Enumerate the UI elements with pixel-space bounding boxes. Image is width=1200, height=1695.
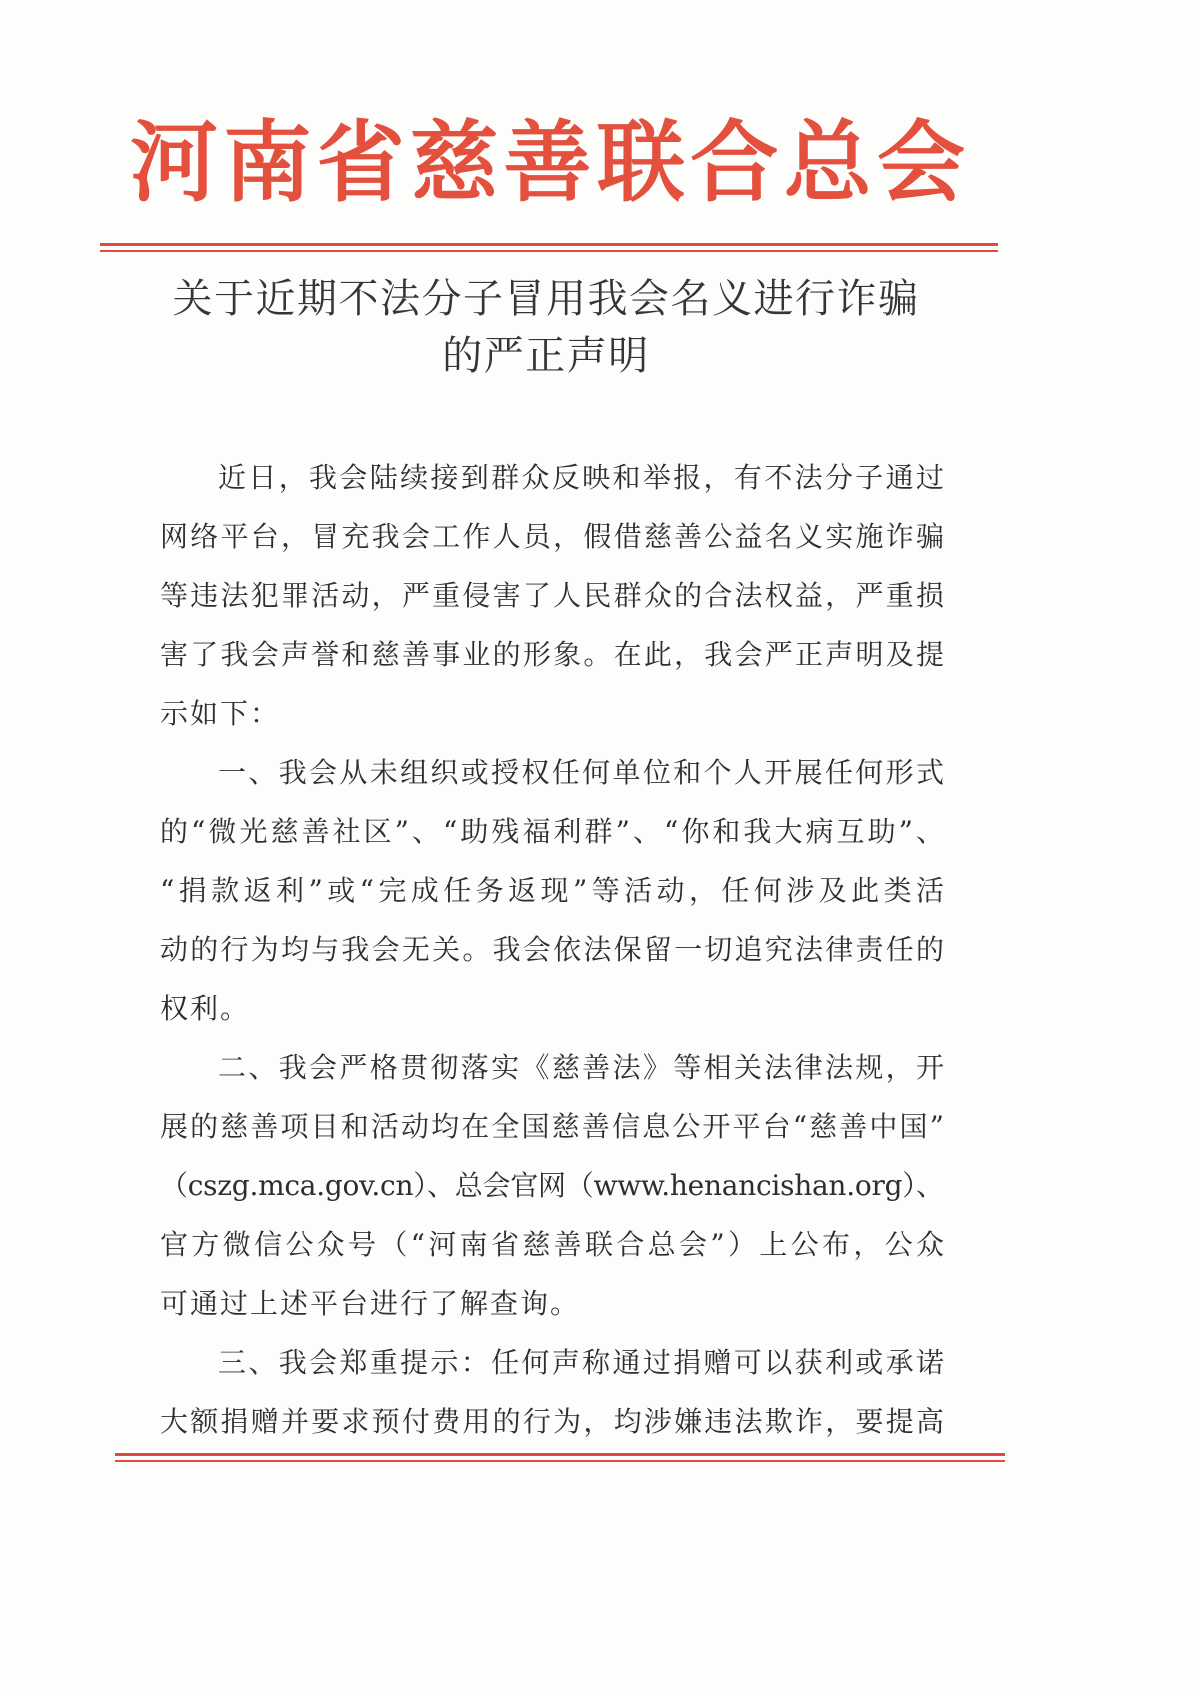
paragraph-1: [160, 448, 947, 743]
body-line: “捐款返利”或“完成任务返现”等活动，任何涉及此类活: [160, 874, 949, 907]
body-line: 官方微信公众号（“河南省慈善联合总会”）上公布，公众: [160, 1228, 948, 1261]
org-header-title: 河南省慈善联合总会: [130, 110, 971, 214]
document-body: [160, 448, 949, 1451]
body-line: 大额捐赠并要求预付费用的行为，均涉嫌违法欺诈，要提高: [160, 1405, 947, 1438]
red-rule-thick: [100, 243, 998, 246]
body-line: 权利。: [160, 992, 251, 1025]
red-rule-thin: [100, 250, 998, 252]
red-rule-top: [100, 243, 998, 255]
body-line: 的“微光慈善社区”、“助残福利群”、“你和我大病互助”、: [160, 815, 948, 848]
body-line: 等违法犯罪活动，严重侵害了人民群众的合法权益，严重损: [160, 579, 947, 612]
body-line: 示如下：: [160, 697, 281, 730]
body-line: 动的行为均与我会无关。我会依法保留一切追究法律责任的: [160, 933, 947, 966]
paragraph-3: [160, 1038, 948, 1333]
body-line: 展的慈善项目和活动均在全国慈善信息公开平台“慈善中国”: [160, 1110, 947, 1143]
document-title: [146, 271, 946, 385]
paragraph-2: [160, 743, 949, 1038]
paragraph-4: [160, 1333, 947, 1451]
body-line: 近日，我会陆续接到群众反映和举报，有不法分子通过: [218, 461, 947, 494]
title-line-2: 的严正声明: [442, 333, 650, 379]
body-line: 一、我会从未组织或授权任何单位和个人开展任何形式: [218, 756, 947, 789]
body-line: 二、我会严格贯彻落实《慈善法》等相关法律法规，开: [218, 1051, 947, 1084]
body-line: 网络平台，冒充我会工作人员，假借慈善公益名义实施诈骗: [160, 520, 947, 553]
body-line: 三、我会郑重提示：任何声称通过捐赠可以获利或承诺: [218, 1346, 947, 1379]
red-rule-bottom: [115, 1453, 1005, 1465]
body-line: 害了我会声誉和慈善事业的形象。在此，我会严正声明及提: [160, 638, 947, 671]
red-rule-thick: [115, 1453, 1005, 1456]
red-rule-thin: [115, 1460, 1005, 1462]
body-line: 可通过上述平台进行了解查询。: [160, 1287, 581, 1320]
body-line: （cszg.mca.gov.cn）、总会官网（www.henancishan.org）、: [160, 1169, 944, 1202]
title-line-1: 关于近期不法分子冒用我会名义进行诈骗: [172, 276, 920, 322]
